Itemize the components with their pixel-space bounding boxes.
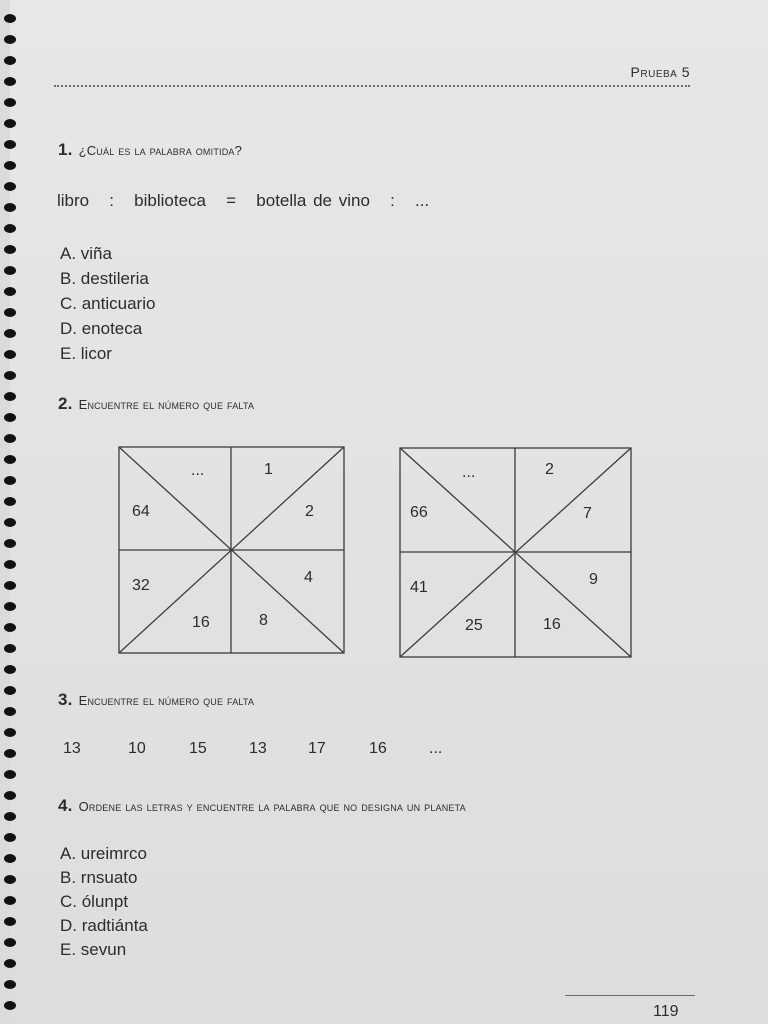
binding-ring xyxy=(4,350,16,359)
binding-ring xyxy=(4,413,16,422)
question-1-option-a[interactable]: A. viña xyxy=(60,244,112,263)
binding-ring xyxy=(4,665,16,674)
question-1-option-e[interactable]: E. licor xyxy=(60,344,112,363)
binding-ring xyxy=(4,896,16,905)
question-4-number: 4. xyxy=(58,796,73,815)
binding-ring xyxy=(4,182,16,191)
binding-ring xyxy=(4,119,16,128)
binding-ring xyxy=(4,812,16,821)
test-label: Prueba 5 xyxy=(630,64,690,80)
binding-ring xyxy=(4,623,16,632)
question-1-option-c[interactable]: C. anticuario xyxy=(60,294,156,313)
question-4-option-d[interactable]: D. radtiánta xyxy=(60,916,148,935)
binding-ring xyxy=(4,728,16,737)
question-2-title xyxy=(58,394,254,414)
number-grid-2 xyxy=(399,447,634,660)
grid-2-cell-bottom-right: 16 xyxy=(543,616,561,633)
grid-1-cell-top-right: 1 xyxy=(264,461,273,478)
page-number: 119 xyxy=(653,1003,679,1020)
question-1-text: ¿Cuál es la palabra omitida? xyxy=(78,143,243,158)
binding-ring xyxy=(4,140,16,149)
series-item: 15 xyxy=(189,740,207,757)
grid-1-cell-bottom-right: 8 xyxy=(259,612,268,629)
series-item: 13 xyxy=(63,740,81,757)
question-1-option-b[interactable]: B. destileria xyxy=(60,269,149,288)
series-item: 16 xyxy=(369,740,387,757)
grid-1-cell-right-bottom: 4 xyxy=(304,569,313,586)
binding-ring xyxy=(4,560,16,569)
header-divider xyxy=(54,85,690,87)
binding-ring xyxy=(4,371,16,380)
binding-ring xyxy=(4,455,16,464)
binding-ring xyxy=(4,77,16,86)
binding-ring xyxy=(4,518,16,527)
binding-ring xyxy=(4,833,16,842)
question-4-options xyxy=(60,842,148,962)
binding-ring xyxy=(4,707,16,716)
grid-2-cell-top-left: ... xyxy=(462,464,476,481)
question-4-option-b[interactable]: B. rnsuato xyxy=(60,868,138,887)
binding-ring xyxy=(4,329,16,338)
binding-ring xyxy=(4,938,16,947)
series-missing-item: ... xyxy=(429,740,443,757)
question-4-option-c[interactable]: C. ólunpt xyxy=(60,892,129,911)
binding-ring xyxy=(4,875,16,884)
question-4-title xyxy=(58,796,466,816)
question-3-title xyxy=(58,690,254,710)
grid-2-cell-left-top: 66 xyxy=(410,504,428,521)
question-2-number: 2. xyxy=(58,394,73,413)
question-3-number: 3. xyxy=(58,690,73,709)
binding-ring xyxy=(4,35,16,44)
binding-ring xyxy=(4,308,16,317)
binding-ring xyxy=(4,497,16,506)
binding-ring xyxy=(4,203,16,212)
series-item: 17 xyxy=(308,740,326,757)
question-1-option-d[interactable]: D. enoteca xyxy=(60,319,143,338)
binding-ring xyxy=(4,224,16,233)
binding-ring xyxy=(4,917,16,926)
grid-1-cell-top-left: ... xyxy=(191,462,205,479)
grid-1-cell-left-top: 64 xyxy=(132,503,150,520)
binding-ring xyxy=(4,392,16,401)
binding-ring xyxy=(4,602,16,611)
grid-1-cell-bottom-left: 16 xyxy=(192,614,210,631)
question-4-option-e[interactable]: E. sevun xyxy=(60,940,127,959)
question-1-title xyxy=(58,140,242,160)
binding-ring xyxy=(4,539,16,548)
grid-2-cell-bottom-left: 25 xyxy=(465,617,483,634)
binding-ring xyxy=(4,854,16,863)
binding-ring xyxy=(4,581,16,590)
question-1-number: 1. xyxy=(58,140,73,159)
spiral-binding xyxy=(10,0,24,1024)
grid-2-cell-left-bottom: 41 xyxy=(410,579,428,596)
binding-ring xyxy=(4,791,16,800)
number-grid-1 xyxy=(118,446,346,656)
series-item: 13 xyxy=(249,740,267,757)
binding-ring xyxy=(4,749,16,758)
grid-2-cell-right-top: 7 xyxy=(583,505,592,522)
question-3-text: Encuentre el número que falta xyxy=(78,693,255,708)
binding-ring xyxy=(4,161,16,170)
binding-ring xyxy=(4,14,16,23)
grid-2-cell-top-right: 2 xyxy=(545,461,554,478)
binding-ring xyxy=(4,56,16,65)
workbook-page xyxy=(10,0,768,1024)
binding-ring xyxy=(4,266,16,275)
binding-ring xyxy=(4,476,16,485)
binding-ring xyxy=(4,959,16,968)
binding-ring xyxy=(4,644,16,653)
binding-ring xyxy=(4,245,16,254)
question-2-text: Encuentre el número que falta xyxy=(78,397,255,412)
binding-ring xyxy=(4,1001,16,1010)
series-item: 10 xyxy=(128,740,146,757)
binding-ring xyxy=(4,434,16,443)
binding-ring xyxy=(4,686,16,695)
question-4-option-a[interactable]: A. ureimrco xyxy=(60,844,147,863)
binding-ring xyxy=(4,287,16,296)
grid-1-cell-left-bottom: 32 xyxy=(132,577,150,594)
binding-ring xyxy=(4,980,16,989)
binding-ring xyxy=(4,98,16,107)
footer-divider xyxy=(565,995,695,996)
grid-1-cell-right-top: 2 xyxy=(305,503,314,520)
grid-2-cell-right-bottom: 9 xyxy=(589,571,598,588)
question-1-analogy: libro : biblioteca = botella de vino : ... xyxy=(57,191,430,210)
question-4-text: Ordene las letras y encuentre la palabra que no designa un planeta xyxy=(78,799,466,814)
question-1-options xyxy=(60,241,155,366)
binding-ring xyxy=(4,770,16,779)
